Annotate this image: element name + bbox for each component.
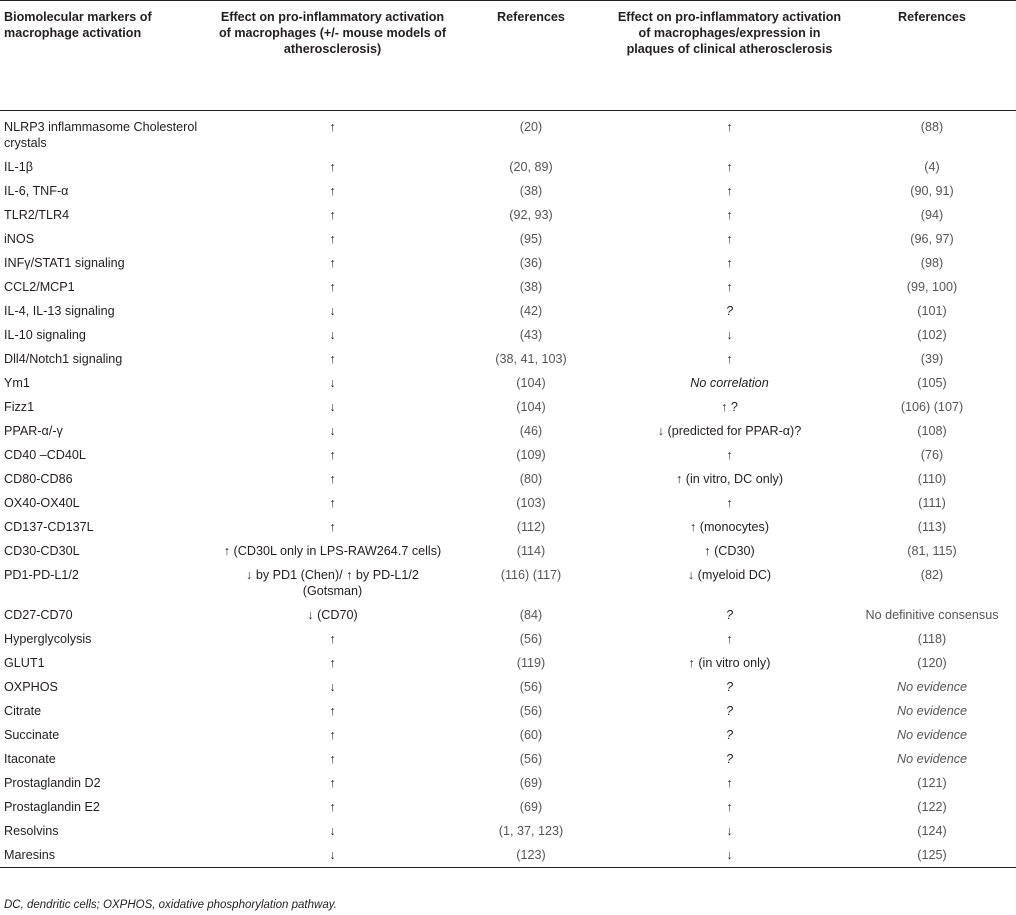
cell-effect-mouse: ↓ [329, 400, 336, 414]
cell-refs-clinical: (105) [917, 376, 947, 390]
cell-refs-mouse: (104) [516, 400, 546, 414]
table-row [0, 699, 1016, 723]
cell-refs-mouse: (60) [519, 728, 543, 742]
cell-refs-mouse: (114) [516, 544, 546, 558]
cell-refs-clinical: (76) [920, 448, 944, 462]
cell-refs-clinical: No evidence [896, 680, 967, 694]
cell-refs-clinical: (120) [917, 656, 947, 670]
cell-marker: TLR2/TLR4 [4, 208, 70, 222]
cell-refs-clinical: (88) [920, 120, 944, 134]
cell-refs-mouse: (38, 41, 103) [495, 352, 567, 366]
cell-effect-mouse: ↑ [329, 472, 336, 486]
cell-refs-mouse: (56) [519, 752, 543, 766]
cell-refs-clinical: No evidence [896, 752, 967, 766]
table-row [0, 467, 1016, 491]
table-row [0, 347, 1016, 371]
cell-effect-mouse: ↑ [329, 448, 336, 462]
cell-effect-clinical: ↑ [726, 448, 733, 462]
table-body [0, 111, 1016, 868]
cell-refs-mouse: (42) [519, 304, 543, 318]
cell-effect-mouse: ↓ [329, 848, 336, 862]
cell-refs-clinical: (82) [920, 568, 944, 582]
table-row [0, 251, 1016, 275]
header-refs-mouse: References [497, 10, 565, 24]
header-effect-clinical: Effect on pro-inflammatory activation of macrophages/expression in plaques of clinical atherosclerosis [617, 10, 842, 56]
cell-refs-mouse: (56) [519, 680, 543, 694]
table-row [0, 371, 1016, 395]
table-row [0, 515, 1016, 539]
cell-effect-mouse: ↑ [329, 160, 336, 174]
cell-refs-clinical: (108) [917, 424, 947, 438]
cell-effect-mouse: ↑ [329, 280, 336, 294]
cell-effect-mouse: ↑ [329, 656, 336, 670]
table-row [0, 771, 1016, 795]
cell-refs-mouse: (103) [516, 496, 546, 510]
cell-effect-mouse: ↓ [329, 304, 336, 318]
cell-effect-mouse: ↑ [329, 352, 336, 366]
table-row [0, 443, 1016, 467]
cell-refs-mouse: (56) [519, 704, 543, 718]
table-row [0, 227, 1016, 251]
cell-effect-clinical: No correlation [690, 376, 769, 390]
cell-refs-mouse: (116) (117) [500, 568, 562, 582]
table-row [0, 539, 1016, 563]
cell-refs-clinical: (121) [917, 776, 947, 790]
header-effect-mouse: Effect on pro-inflammatory activation of macrophages (+/- mouse models of atherosclerosis) [218, 10, 447, 56]
cell-effect-mouse: ↑ [329, 496, 336, 510]
cell-effect-clinical: ? [725, 680, 733, 694]
cell-effect-clinical: ↓ [726, 328, 733, 342]
table-row [0, 675, 1016, 699]
cell-effect-clinical: ↑ [726, 776, 733, 790]
header-row [0, 1, 1016, 111]
cell-effect-clinical: ↑ ? [721, 400, 738, 414]
table-footnote: DC, dendritic cells; OXPHOS, oxidative phosphorylation pathway. [4, 899, 337, 911]
cell-effect-mouse: ↑ [329, 520, 336, 534]
cell-refs-clinical: (39) [920, 352, 944, 366]
cell-refs-clinical: (99, 100) [906, 280, 958, 294]
cell-effect-clinical: ↑ (monocytes) [689, 520, 770, 534]
cell-refs-mouse: (43) [519, 328, 543, 342]
cell-effect-clinical: ↓ [726, 824, 733, 838]
cell-refs-mouse: (69) [519, 776, 543, 790]
cell-marker: NLRP3 inflammasome Cholesterol crystals [4, 120, 198, 150]
cell-refs-clinical: (94) [920, 208, 944, 222]
cell-effect-clinical: ↑ (CD30) [704, 544, 755, 558]
cell-effect-clinical: ↑ [726, 160, 733, 174]
cell-effect-mouse: ↑ (CD30L only in LPS-RAW264.7 cells) [223, 544, 442, 558]
cell-effect-mouse: ↑ [329, 752, 336, 766]
cell-marker: Maresins [4, 848, 56, 862]
cell-marker: GLUT1 [4, 656, 45, 670]
cell-effect-mouse: ↑ [329, 256, 336, 270]
cell-effect-clinical: ↑ [726, 800, 733, 814]
cell-effect-clinical: ? [725, 608, 733, 622]
cell-refs-mouse: (109) [516, 448, 546, 462]
cell-effect-clinical: ↑ [726, 184, 733, 198]
cell-refs-clinical: (113) [917, 520, 947, 534]
cell-refs-clinical: (110) [917, 472, 947, 486]
cell-refs-clinical: (122) [917, 800, 947, 814]
cell-effect-clinical: ↑ [726, 208, 733, 222]
table-row [0, 111, 1016, 156]
cell-refs-mouse: (20, 89) [509, 160, 553, 174]
cell-marker: Fizz1 [4, 400, 35, 414]
cell-marker: Resolvins [4, 824, 59, 838]
cell-effect-clinical: ↑ [726, 232, 733, 246]
table-row [0, 747, 1016, 771]
cell-refs-mouse: (119) [516, 656, 546, 670]
table-header [0, 1, 1016, 111]
cell-marker: IL-4, IL-13 signaling [4, 304, 115, 318]
cell-refs-mouse: (92, 93) [509, 208, 553, 222]
table-row [0, 819, 1016, 843]
cell-refs-mouse: (112) [516, 520, 546, 534]
cell-marker: PPAR-α/-γ [4, 424, 63, 438]
cell-refs-mouse: (69) [519, 800, 543, 814]
cell-effect-mouse: ↓ [329, 424, 336, 438]
cell-effect-mouse: ↑ [329, 632, 336, 646]
cell-marker: IL-1β [4, 160, 33, 174]
cell-refs-mouse: (46) [519, 424, 543, 438]
cell-effect-clinical: ↑ [726, 280, 733, 294]
cell-refs-mouse: (104) [516, 376, 546, 390]
cell-effect-clinical: ↑ [726, 352, 733, 366]
cell-refs-mouse: (56) [519, 632, 543, 646]
cell-marker: Succinate [4, 728, 60, 742]
cell-marker: IL-6, TNF-α [4, 184, 69, 198]
cell-refs-mouse: (1, 37, 123) [498, 824, 564, 838]
table-row [0, 723, 1016, 747]
cell-refs-clinical: (124) [917, 824, 947, 838]
cell-marker: IL-10 signaling [4, 328, 86, 342]
cell-effect-clinical: ↓ [726, 848, 733, 862]
cell-marker: Itaconate [4, 752, 56, 766]
cell-refs-clinical: No evidence [896, 728, 967, 742]
table-row [0, 419, 1016, 443]
cell-marker: Dll4/Notch1 signaling [4, 352, 123, 366]
cell-refs-mouse: (95) [519, 232, 543, 246]
cell-refs-clinical: (90, 91) [910, 184, 954, 198]
cell-effect-mouse: ↓ [329, 376, 336, 390]
cell-refs-clinical: (98) [920, 256, 944, 270]
cell-effect-mouse: ↑ [329, 120, 336, 134]
cell-marker: PD1-PD-L1/2 [4, 568, 79, 582]
cell-effect-mouse: ↓ [329, 328, 336, 342]
cell-marker: INFγ/STAT1 signaling [4, 256, 125, 270]
cell-effect-clinical: ? [725, 704, 733, 718]
cell-effect-clinical: ↑ (in vitro only) [688, 656, 771, 670]
cell-effect-mouse: ↓ [329, 680, 336, 694]
cell-marker: CD137-CD137L [4, 520, 94, 534]
cell-marker: CD30-CD30L [4, 544, 80, 558]
cell-marker: Hyperglycolysis [4, 632, 92, 646]
cell-refs-clinical: (101) [917, 304, 947, 318]
cell-refs-clinical: No evidence [896, 704, 967, 718]
cell-effect-clinical: ↑ (in vitro, DC only) [675, 472, 784, 486]
table-row [0, 627, 1016, 651]
cell-effect-mouse: ↑ [329, 776, 336, 790]
cell-refs-clinical: (125) [917, 848, 947, 862]
table-row [0, 203, 1016, 227]
table-row [0, 179, 1016, 203]
table-row [0, 651, 1016, 675]
header-marker: Biomolecular markers of macrophage activation [4, 10, 152, 40]
cell-effect-mouse: ↓ (CD70) [307, 608, 358, 622]
cell-refs-clinical: (4) [924, 160, 940, 174]
cell-effect-clinical: ↑ [726, 632, 733, 646]
cell-refs-mouse: (36) [519, 256, 543, 270]
cell-marker: Ym1 [4, 376, 30, 390]
cell-effect-mouse: ↑ [329, 704, 336, 718]
cell-marker: iNOS [4, 232, 35, 246]
table-row [0, 275, 1016, 299]
cell-effect-mouse: ↓ [329, 824, 336, 838]
table-row [0, 395, 1016, 419]
cell-marker: Citrate [4, 704, 42, 718]
cell-refs-clinical: No definitive consensus [865, 608, 999, 622]
cell-refs-mouse: (38) [519, 184, 543, 198]
cell-refs-mouse: (20) [519, 120, 543, 134]
table-row [0, 843, 1016, 868]
cell-effect-mouse: ↑ [329, 728, 336, 742]
cell-effect-clinical: ? [725, 752, 733, 766]
cell-effect-clinical: ↑ [726, 256, 733, 270]
cell-refs-mouse: (84) [519, 608, 543, 622]
cell-refs-clinical: (96, 97) [910, 232, 954, 246]
cell-refs-clinical: (102) [917, 328, 947, 342]
cell-effect-clinical: ? [725, 728, 733, 742]
cell-effect-clinical: ↓ (myeloid DC) [687, 568, 772, 582]
cell-refs-clinical: (111) [918, 496, 946, 510]
cell-effect-clinical: ↑ [726, 120, 733, 134]
cell-marker: OXPHOS [4, 680, 58, 694]
cell-marker: CD27-CD70 [4, 608, 73, 622]
table-row [0, 491, 1016, 515]
cell-effect-clinical: ↑ [726, 496, 733, 510]
cell-marker: Prostaglandin D2 [4, 776, 101, 790]
table-row [0, 795, 1016, 819]
cell-effect-mouse: ↑ [329, 800, 336, 814]
table-row [0, 299, 1016, 323]
cell-marker: CD40 –CD40L [4, 448, 86, 462]
cell-effect-mouse: ↓ by PD1 (Chen)/ ↑ by PD-L1/2 (Gotsman) [246, 568, 419, 598]
cell-marker: OX40-OX40L [4, 496, 80, 510]
table-row [0, 563, 1016, 603]
cell-refs-clinical: (81, 115) [907, 544, 957, 558]
cell-effect-clinical: ? [725, 304, 733, 318]
table-row [0, 155, 1016, 179]
cell-refs-clinical: (118) [917, 632, 947, 646]
cell-refs-mouse: (123) [516, 848, 546, 862]
cell-refs-mouse: (80) [519, 472, 543, 486]
cell-effect-mouse: ↑ [329, 208, 336, 222]
cell-marker: CD80-CD86 [4, 472, 73, 486]
header-refs-clinical: References [898, 10, 966, 24]
cell-effect-mouse: ↑ [329, 232, 336, 246]
cell-marker: Prostaglandin E2 [4, 800, 100, 814]
table-row [0, 323, 1016, 347]
cell-refs-clinical: (106) (107) [900, 400, 964, 414]
cell-effect-mouse: ↑ [329, 184, 336, 198]
cell-refs-mouse: (38) [519, 280, 543, 294]
cell-marker: CCL2/MCP1 [4, 280, 75, 294]
table-row [0, 603, 1016, 627]
cell-effect-clinical: ↓ (predicted for PPAR-α)? [657, 424, 802, 438]
